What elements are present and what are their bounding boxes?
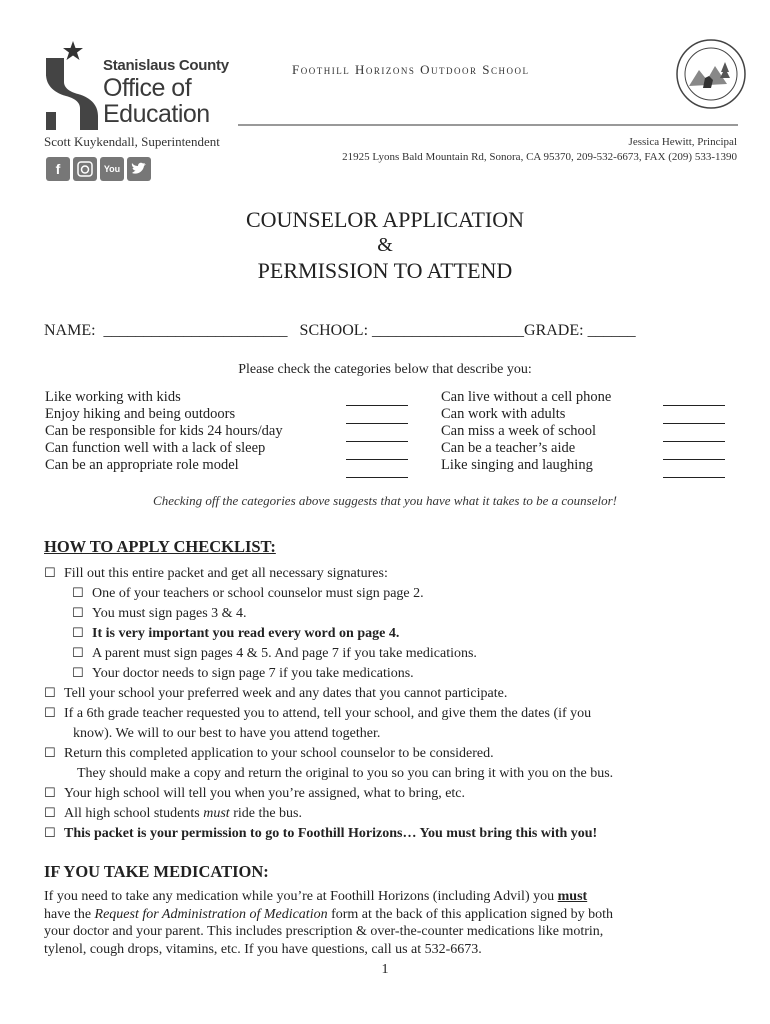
checkbox[interactable]: ☐ — [44, 566, 56, 581]
checklist-item — [44, 624, 744, 644]
org-county: Stanislaus County — [103, 57, 229, 74]
category-item: Can be a teacher’s aide — [441, 440, 576, 456]
title-line1: COUNSELOR APPLICATION — [245, 207, 525, 232]
med-line: your doctor and your parent. This includes prescription & over-the-counter medications like motrin, — [44, 924, 604, 939]
checkbox[interactable]: ☐ — [72, 626, 84, 641]
youtube-icon[interactable] — [100, 157, 124, 181]
category-item: Enjoy hiking and being outdoors — [45, 406, 236, 422]
check-blank[interactable] — [663, 407, 725, 424]
category-item: Can miss a week of school — [441, 423, 597, 439]
checklist-item — [44, 824, 744, 844]
checklist-text: Fill out this entire packet and get all necessary signatures: — [64, 566, 388, 581]
category-item: Can live without a cell phone — [441, 389, 612, 405]
categories-left-blanks — [346, 389, 408, 479]
checklist-item — [44, 704, 744, 724]
checklist-heading: HOW TO APPLY CHECKLIST: — [44, 537, 276, 556]
category-item: Can be an appropriate role model — [45, 457, 239, 473]
facebook-icon[interactable]: f — [46, 157, 70, 181]
checkbox[interactable]: ☐ — [44, 746, 56, 761]
address: 21925 Lyons Bald Mountain Rd, Sonora, CA 95370, 209-532-6673, FAX (209) 533-1390 — [342, 151, 737, 163]
org-line2: Education — [103, 100, 210, 128]
youtube-label: You — [103, 164, 121, 174]
checklist-item — [44, 684, 744, 704]
check-blank[interactable] — [346, 425, 408, 442]
header-divider — [238, 124, 738, 126]
check-blank[interactable] — [663, 425, 725, 442]
categories-right-list — [441, 389, 611, 474]
med-text: If you need to take any medication while you’re at Foothill Horizons (including Advil) you — [44, 889, 558, 904]
checklist-item — [44, 644, 744, 664]
medication-heading: IF YOU TAKE MEDICATION: — [44, 862, 269, 881]
categories-left-list — [45, 389, 283, 474]
category-item: Can work with adults — [441, 406, 566, 422]
checkbox[interactable]: ☐ — [44, 826, 56, 841]
checklist-item — [44, 604, 744, 624]
twitter-icon[interactable] — [127, 157, 151, 181]
checklist-continuation: They should make a copy and return the original to you so you can bring it with you on the bus. — [77, 766, 614, 781]
category-item: Can function well with a lack of sleep — [45, 440, 266, 456]
checklist-text: You must sign pages 3 & 4. — [92, 606, 247, 621]
category-item: Can be responsible for kids 24 hours/day — [45, 423, 283, 439]
checklist-text: This packet is your permission to go to Foothill Horizons… You must bring this with you! — [64, 826, 598, 841]
med-must: must — [557, 889, 588, 904]
checkbox[interactable]: ☐ — [44, 786, 56, 801]
checklist-item — [44, 584, 744, 604]
med-text: have the — [44, 906, 95, 922]
checklist-emphasis: must — [203, 806, 230, 821]
checklist-text: One of your teachers or school counselor must sign page 2. — [92, 586, 424, 601]
superintendent: Scott Kuykendall, Superintendent — [44, 134, 220, 149]
checkbox[interactable]: ☐ — [72, 646, 84, 661]
categories-right-blanks — [663, 389, 725, 479]
checklist-item — [44, 564, 744, 584]
checkbox[interactable]: ☐ — [72, 666, 84, 681]
school-name: Foothill Horizons Outdoor School — [292, 62, 530, 77]
category-item: Like singing and laughing — [441, 457, 593, 473]
check-blank[interactable] — [663, 461, 725, 478]
check-blank[interactable] — [346, 389, 408, 406]
org-logo — [44, 40, 234, 132]
school-seal-icon — [675, 38, 747, 110]
checklist-text: Your high school will tell you when you’re assigned, what to bring, etc. — [64, 786, 466, 801]
s-logo-icon — [44, 56, 100, 132]
checklist-text: A parent must sign pages 4 & 5. And page 7 if you take medications. — [92, 646, 477, 661]
categories-note: Checking off the categories above suggests that you have what it takes to be a counselor! — [153, 493, 617, 508]
checklist-item — [44, 804, 744, 824]
title-ampersand: & — [377, 234, 393, 256]
checklist-text: If a 6th grade teacher requested you to attend, tell your school, and give them the dates (if you — [64, 706, 592, 721]
category-item: Like working with kids — [45, 389, 181, 405]
checklist — [44, 564, 744, 844]
check-blank[interactable] — [663, 443, 725, 460]
checklist-text: It is very important you read every word on page 4. — [92, 626, 400, 641]
med-line — [44, 906, 734, 924]
check-blank[interactable] — [346, 461, 408, 478]
med-form-name: Request for Administration of Medication — [94, 906, 328, 922]
checklist-text: ride the bus. — [229, 806, 303, 821]
org-line1: Office of — [103, 74, 192, 102]
checklist-continuation: know). We will to our best to have you attend together. — [73, 726, 381, 741]
med-line — [44, 888, 734, 906]
checkbox[interactable]: ☐ — [44, 686, 56, 701]
checkbox[interactable]: ☐ — [44, 706, 56, 721]
med-text: form at the back of this application signed by both — [327, 906, 613, 922]
checkbox[interactable]: ☐ — [72, 606, 84, 621]
checklist-text: All high school students — [64, 806, 204, 821]
name-school-grade-fields[interactable]: NAME: _______________________ SCHOOL: ___________________GRADE: ______ — [44, 322, 636, 339]
checkbox[interactable]: ☐ — [72, 586, 84, 601]
checklist-text: Your doctor needs to sign page 7 if you take medications. — [92, 666, 414, 681]
checklist-item — [44, 744, 744, 764]
title-line3: PERMISSION TO ATTEND — [257, 258, 513, 283]
check-blank[interactable] — [346, 443, 408, 460]
principal: Jessica Hewitt, Principal — [628, 136, 737, 148]
social-links — [46, 157, 151, 181]
page-number: 1 — [381, 962, 389, 977]
categories-intro: Please check the categories below that describe you: — [238, 362, 532, 377]
instagram-icon[interactable] — [73, 157, 97, 181]
medication-paragraph — [44, 888, 734, 958]
checkbox[interactable]: ☐ — [44, 806, 56, 821]
checklist-item — [44, 664, 744, 684]
check-blank[interactable] — [346, 407, 408, 424]
checklist-text: Return this completed application to your school counselor to be considered. — [64, 746, 494, 761]
check-blank[interactable] — [663, 389, 725, 406]
med-line: tylenol, cough drops, vitamins, etc. If you have questions, call us at 532-6673. — [44, 941, 482, 957]
checklist-item — [44, 784, 744, 804]
checklist-text: Tell your school your preferred week and any dates that you cannot participate. — [64, 686, 508, 701]
